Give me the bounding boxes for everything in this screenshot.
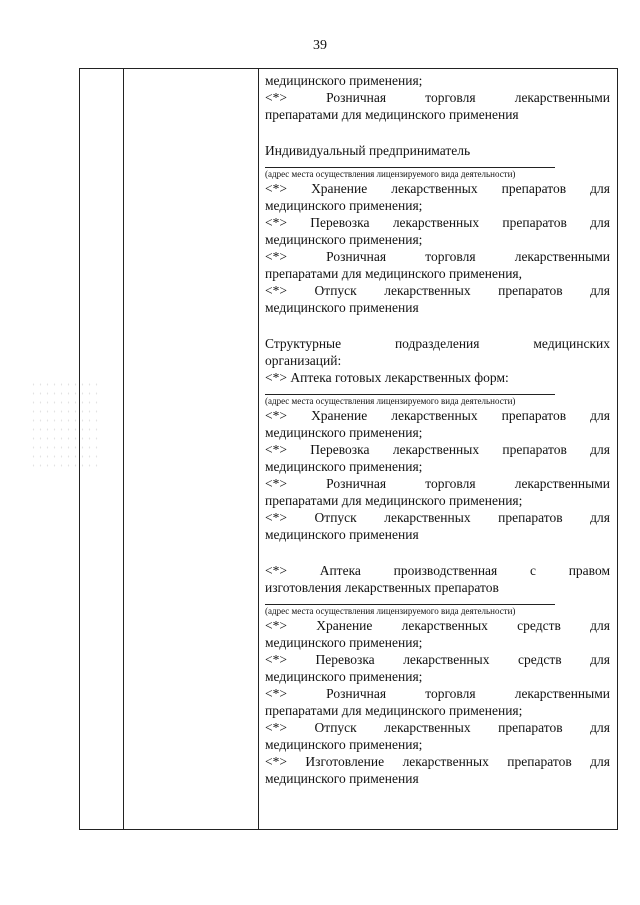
- text-word: медицинского применения;: [265, 425, 423, 440]
- text-word: <*>: [265, 181, 287, 196]
- text-line: [265, 719, 610, 736]
- text-word: для: [590, 215, 610, 230]
- text-word: Отпуск: [314, 720, 357, 735]
- text-line: [265, 197, 610, 214]
- text-word: для: [590, 408, 610, 423]
- text-line: [265, 492, 610, 509]
- text-word: Изготовление: [305, 754, 385, 769]
- column-divider-1: [123, 69, 124, 829]
- paragraph-gap: [265, 543, 610, 562]
- text-line: [265, 668, 610, 685]
- text-word: лекарственных: [391, 181, 478, 196]
- text-word: лекарственных: [403, 652, 490, 667]
- text-word: <*>: [265, 563, 287, 578]
- text-line: [265, 458, 610, 475]
- license-table: [79, 68, 618, 830]
- text-word: Перевозка: [310, 215, 370, 230]
- text-word: Розничная: [326, 476, 387, 491]
- text-word: для: [590, 754, 610, 769]
- text-line: [265, 180, 610, 197]
- text-line: [265, 685, 610, 702]
- text-word: препаратов: [502, 442, 567, 457]
- text-word: для: [590, 283, 610, 298]
- text-word: <*>: [265, 510, 287, 525]
- text-word: лекарственных: [401, 618, 488, 633]
- text-word: для: [590, 442, 610, 457]
- text-word: для: [590, 510, 610, 525]
- text-word: <*>: [265, 215, 287, 230]
- text-word: препаратов: [501, 181, 567, 196]
- text-word: Хранение: [316, 618, 373, 633]
- text-line: [265, 248, 610, 265]
- text-word: препаратов: [498, 720, 563, 735]
- text-line: [265, 231, 610, 248]
- text-word: препаратов: [507, 754, 572, 769]
- text-word: медицинского применения;: [265, 669, 423, 684]
- text-word: препаратов: [498, 283, 563, 298]
- text-word: Структурные: [265, 336, 342, 351]
- text-word: медицинского применения;: [265, 73, 423, 88]
- text-word: препаратов: [501, 408, 567, 423]
- text-word: Розничная: [326, 686, 387, 701]
- text-word: лекарственных: [402, 754, 489, 769]
- text-word: <*>: [265, 476, 287, 491]
- text-word: <*>: [265, 720, 287, 735]
- text-word: медицинских: [533, 336, 610, 351]
- paragraph-gap: [265, 123, 610, 142]
- text-line: [265, 265, 610, 282]
- text-word: изготовления лекарственных препаратов: [265, 580, 499, 595]
- text-line: [265, 562, 610, 579]
- text-word: торговля: [425, 249, 476, 264]
- text-word: медицинского применения;: [265, 635, 423, 650]
- text-line: [265, 702, 610, 719]
- text-word: медицинского применения: [265, 527, 419, 542]
- text-line: [265, 214, 610, 231]
- text-line: [265, 634, 610, 651]
- text-line: [265, 770, 610, 787]
- text-word: лекарственных: [392, 442, 480, 457]
- text-line: [265, 72, 610, 89]
- text-word: препаратами для медицинского применения: [265, 107, 519, 122]
- text-word: <*>: [265, 754, 287, 769]
- text-word: препаратов: [502, 215, 567, 230]
- text-word: лекарственных: [384, 283, 471, 298]
- text-word: с: [529, 563, 536, 578]
- table-cell-content: [265, 72, 610, 787]
- text-line: [265, 369, 610, 386]
- address-caption: (адрес места осуществления лицензируемого вида деятельности): [265, 396, 516, 406]
- text-line: [265, 753, 610, 770]
- text-word: препаратами для медицинского применения;: [265, 493, 523, 508]
- text-line: [265, 89, 610, 106]
- text-line: [265, 282, 610, 299]
- text-word: препаратов: [498, 510, 563, 525]
- text-word: Отпуск: [314, 510, 357, 525]
- text-line: [265, 335, 610, 352]
- text-line: [265, 424, 610, 441]
- text-word: торговля: [425, 90, 476, 105]
- text-word: <*>: [265, 283, 287, 298]
- text-word: <*>: [265, 686, 287, 701]
- text-word: Перевозка: [310, 442, 370, 457]
- text-line: [265, 352, 610, 369]
- text-word: лекарственными: [514, 249, 610, 264]
- text-line: [265, 651, 610, 668]
- text-word: для: [590, 720, 610, 735]
- page-number: 39: [313, 38, 327, 53]
- text-line: [265, 509, 610, 526]
- text-word: правом: [568, 563, 610, 578]
- text-word: для: [590, 652, 610, 667]
- text-word: Хранение: [311, 181, 368, 196]
- text-word: подразделения: [394, 336, 480, 351]
- text-word: производственная: [393, 563, 498, 578]
- text-word: лекарственными: [514, 90, 610, 105]
- text-word: медицинского применения;: [265, 459, 423, 474]
- text-line: [265, 407, 610, 424]
- text-word: Розничная: [326, 90, 387, 105]
- text-line: [265, 617, 610, 634]
- text-word: для: [590, 181, 610, 196]
- text-word: медицинского применения;: [265, 737, 423, 752]
- text-word: Отпуск: [314, 283, 357, 298]
- text-word: Перевозка: [315, 652, 375, 667]
- text-word: лекарственных: [384, 510, 471, 525]
- text-word: лекарственных: [392, 215, 480, 230]
- address-caption: (адрес места осуществления лицензируемого вида деятельности): [265, 606, 516, 616]
- address-caption: (адрес места осуществления лицензируемого вида деятельности): [265, 169, 516, 179]
- text-line: [265, 441, 610, 458]
- text-word: лекарственных: [384, 720, 471, 735]
- text-word: медицинского применения;: [265, 232, 423, 247]
- text-word: лекарственными: [514, 476, 610, 491]
- text-word: медицинского применения: [265, 300, 419, 315]
- text-line: [265, 475, 610, 492]
- text-line: [265, 142, 610, 159]
- text-word: препаратами для медицинского применения;: [265, 703, 523, 718]
- text-word: для: [590, 618, 610, 633]
- paragraph-gap: [265, 316, 610, 335]
- text-line: [265, 299, 610, 316]
- text-word: <*>: [265, 408, 287, 423]
- text-word: средств: [517, 652, 562, 667]
- text-word: торговля: [425, 686, 476, 701]
- text-word: лекарственными: [514, 686, 610, 701]
- text-word: <*>: [265, 249, 287, 264]
- text-line: [265, 106, 610, 123]
- text-word: медицинского применения: [265, 771, 419, 786]
- text-word: лекарственных: [391, 408, 478, 423]
- text-word: <*>: [265, 442, 287, 457]
- text-word: Индивидуальный предприниматель: [265, 143, 471, 158]
- text-word: <*>: [265, 618, 287, 633]
- text-word: Хранение: [311, 408, 368, 423]
- text-line: [265, 526, 610, 543]
- text-word: Аптека: [319, 563, 361, 578]
- text-word: <*>: [265, 90, 287, 105]
- text-word: организаций:: [265, 353, 342, 368]
- text-word: медицинского применения;: [265, 198, 423, 213]
- column-divider-2: [258, 69, 259, 829]
- text-word: <*> Аптека готовых лекарственных форм:: [265, 370, 509, 385]
- text-line: [265, 736, 610, 753]
- text-word: Розничная: [326, 249, 387, 264]
- text-word: <*>: [265, 652, 287, 667]
- text-word: средств: [517, 618, 561, 633]
- text-line: [265, 579, 610, 596]
- text-word: препаратами для медицинского применения,: [265, 266, 523, 281]
- text-word: торговля: [425, 476, 476, 491]
